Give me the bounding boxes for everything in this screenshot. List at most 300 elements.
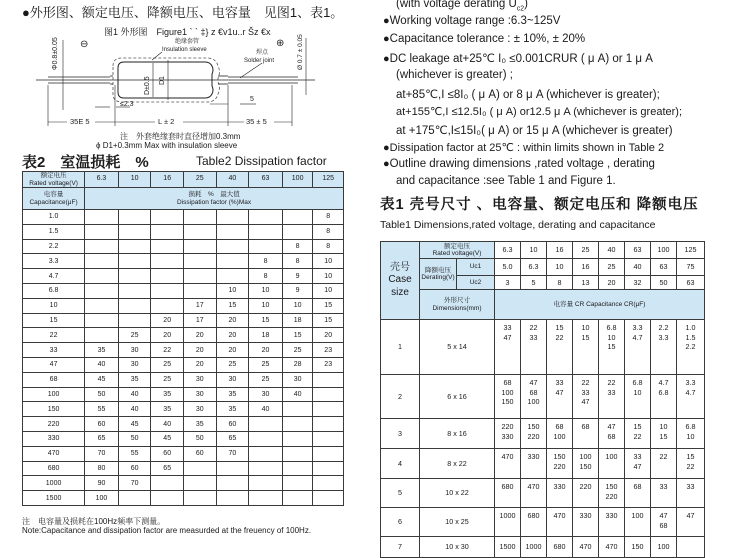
dissipation-cell: 8 [249,254,283,269]
dissipation-cell [249,446,283,461]
capacitance-value-cell: 1000 [495,508,521,537]
dissipation-cell [249,417,283,432]
capacitance-value-cell: 68 100 [547,419,573,449]
intro-heading: ●外形图、额定电压、降额电压、电容量 见图1、表1。 [22,5,344,20]
dissipation-cell: 22 [151,343,184,358]
capacitance-value-cell: 22 [651,449,677,479]
capacitance-value-cell: 22 33 [521,320,547,375]
capacitance-value-cell: 22 33 47 [573,375,599,419]
plus-symbol: ⊕ [276,38,285,49]
capacitance-value-cell: 3.3 4.7 [625,320,651,375]
dissipation-cell: 45 [85,372,119,387]
dissipation-cell: 35 [216,402,249,417]
dissipation-cell [249,491,283,506]
table-row [23,402,344,417]
voltage-col: 63 [249,172,283,188]
dissipation-cell [249,461,283,476]
capacitance-value-cell: 22 33 [599,375,625,419]
table-row [23,254,344,269]
dissipation-cell: 35 [184,417,217,432]
dissipation-cell: 25 [249,357,283,372]
dissipation-cell [216,491,249,506]
dissipation-cell [216,461,249,476]
table-row [23,328,344,343]
dissipation-cell [118,254,151,269]
rated-voltage-value: 6.3 [495,242,521,259]
dissipation-cell [184,491,217,506]
leakage-155c-line: at+155℃,I ≤12.5I₀ ( μ A) or12.5 μ A (whichever is greater); [396,106,683,118]
dissipation-cell: 20 [184,357,217,372]
dissipation-cell [249,239,283,254]
dissipation-cell: 30 [184,372,217,387]
dissipation-cell: 30 [216,372,249,387]
uc1-value: 75 [677,259,705,276]
capacitance-value-cell: 470 [495,449,521,479]
capacitance-cell: 68 [23,372,85,387]
capacitor-outline-drawing [0,0,365,135]
dissipation-cell [282,402,313,417]
capacitance-value-cell: 100 150 [573,449,599,479]
voltage-col: 16 [151,172,184,188]
case-number-cell: 5 [381,479,420,508]
capacitance-cell: 1.0 [23,210,85,225]
dissipation-cell: 18 [249,328,283,343]
dissipation-cell: 20 [216,343,249,358]
dissipation-cell [282,446,313,461]
dissipation-cell: 60 [184,446,217,461]
dissipation-cell: 35 [151,387,184,402]
capacitance-value-cell: 33 47 [495,320,521,375]
capacitance-value-cell: 1500 [495,537,521,558]
capacitance-value-cell: 47 68 100 [521,375,547,419]
leakage-85c-line: at+85℃,I ≤8I₀ ( μ A) or 8 μ A (whichever is greater); [396,89,660,101]
dissipation-cell: 18 [282,313,313,328]
table-row [23,283,344,298]
dissipation-cell: 50 [118,431,151,446]
capacitance-cell: 1500 [23,491,85,506]
capacitance-value-cell: 33 47 [625,449,651,479]
dissipation-cell [249,224,283,239]
uc1-value: 16 [573,259,599,276]
uc2-value: 20 [599,276,625,290]
capacitance-cell: 47 [23,357,85,372]
dissipation-cell: 10 [313,283,344,298]
uc2-value: 8 [547,276,573,290]
dissipation-cell: 30 [249,387,283,402]
dissipation-cell [118,283,151,298]
capacitance-value-cell: 220 [573,479,599,508]
dissipation-line: ●Dissipation factor at 25℃ : within limits shown in Table 2 [383,142,665,154]
dissipation-cell: 23 [313,343,344,358]
dissipation-cell: 15 [249,313,283,328]
dissipation-cell: 25 [282,343,313,358]
dimension-cell: 10 x 30 [420,537,495,558]
capacitance-value-cell: 150 [625,537,651,558]
capacitance-value-cell: 68 [625,479,651,508]
dissipation-cell [151,239,184,254]
dissipation-cell: 80 [85,461,119,476]
table-row [23,210,344,225]
dissipation-cell [313,491,344,506]
capacitance-cell: 220 [23,417,85,432]
dissipation-cell: 60 [151,446,184,461]
voltage-col: 40 [216,172,249,188]
dissipation-cell [313,402,344,417]
uc1-label: Uc1 [457,259,495,276]
capacitance-value-cell: 4.7 6.8 [651,375,677,419]
dissipation-cell [151,210,184,225]
uc2-value: 5 [521,276,547,290]
capacitance-value-cell: 100 [651,537,677,558]
capacitance-cell: 330 [23,431,85,446]
dissipation-cell [184,269,217,284]
table-row [381,419,705,449]
capacitance-value-cell: 6.8 10 [677,419,705,449]
dissipation-cell: 20 [184,343,217,358]
dissipation-cell [184,210,217,225]
capacitance-value-cell: 150 220 [599,479,625,508]
capacitance-value-cell: 1000 [521,537,547,558]
capacitance-value-cell: 47 68 [599,419,625,449]
uc1-value: 10 [547,259,573,276]
dissipation-cell [216,254,249,269]
table-row [23,431,344,446]
capacitance-value-cell: 470 [521,479,547,508]
dissipation-cell: 60 [118,461,151,476]
capacitance-value-cell: 6.8 10 15 [599,320,625,375]
capacitance-value-cell: 15 22 [677,449,705,479]
table2-note-cn: 注 电容量及损耗在100Hz频率下测量。 [22,517,166,526]
dissipation-cell [282,431,313,446]
capacitance-cell: 150 [23,402,85,417]
capacitance-value-cell: 2.2 3.3 [651,320,677,375]
dissipation-cell [118,239,151,254]
capacitance-value-cell: 100 [599,449,625,479]
dissipation-cell [85,239,119,254]
dissipation-cell: 35 [216,387,249,402]
dissipation-cell: 30 [184,402,217,417]
table1-title-cn: 表1 壳号尺寸 、电容量、额定电压和 降额电压 [380,197,699,213]
lead-diameter-right: Ø 0.7 ± 0.05 [297,34,304,70]
voltage-col: 25 [184,172,217,188]
bullet-icon: ● [383,53,390,65]
bullet-icon: ● [383,33,390,45]
dimension-cell: 8 x 22 [420,449,495,479]
table-row [23,446,344,461]
uc2-label: Uc2 [457,276,495,290]
dissipation-cell [118,491,151,506]
dissipation-cell: 10 [249,283,283,298]
table-row [23,269,344,284]
table-row [23,476,344,491]
capacitance-cell: 33 [23,343,85,358]
capacitance-cell: 4.7 [23,269,85,284]
dissipation-cell: 9 [282,269,313,284]
capacitance-value-cell: 220 330 [495,419,521,449]
dissipation-cell: 23 [313,357,344,372]
dissipation-cell [85,313,119,328]
lead-diameter-left: Φ0.8±0.05 [52,37,59,70]
dissipation-cell [313,387,344,402]
dissipation-cell: 65 [216,431,249,446]
d1-label: D1 [159,76,166,85]
right-lead-length: 35 ± 5 [246,117,267,126]
table1-title-en: Table1 Dimensions,rated voltage, derating and capacitance [380,219,656,231]
voltage-header: 额定电压 Rated voltage(V) [23,172,85,188]
dissipation-cell: 60 [216,417,249,432]
dissipation-cell [85,224,119,239]
dissipation-cell: 40 [151,417,184,432]
uc2-value: 50 [651,276,677,290]
capacitance-value-cell: 10 15 [573,320,599,375]
dissipation-cell: 25 [249,372,283,387]
sleeve-label-cn: 绝缘套管 [175,39,200,45]
dissipation-cell [184,239,217,254]
table-row [23,372,344,387]
case-number-cell: 1 [381,320,420,375]
dissipation-header: 损耗 % 最大值 Dissipation factor (%)Max [85,188,344,210]
dissipation-cell [282,491,313,506]
dissipation-cell [282,224,313,239]
dissipation-cell: 15 [313,313,344,328]
capacitance-header: 电容量 Capacitance(μF) [23,188,85,210]
figure-note-en: ϕ D1+0.3mm Max with insulation sleeve [96,141,238,150]
capacitance-value-cell: 470 [547,508,573,537]
dissipation-cell: 20 [313,328,344,343]
dissipation-cell [118,313,151,328]
dissipation-cell [249,210,283,225]
capacitance-value-cell: 680 [547,537,573,558]
table-row [23,461,344,476]
uc1-value: 5.0 [495,259,521,276]
capacitance-value-cell: 100 [625,508,651,537]
table2-note-en: Note:Capacitance and dissipation factor are measurded at the freuency of 100Hz. [22,526,312,535]
dissipation-cell [151,491,184,506]
body-diameter-label: D±0.5 [144,76,151,95]
capacitance-cell: 3.3 [23,254,85,269]
tolerance-line: ●Capacitance tolerance : ± 10%, ± 20% [383,33,586,45]
capacitance-value-cell: 47 [677,508,705,537]
dissipation-cell: 35 [85,343,119,358]
dissipation-cell: 50 [85,387,119,402]
dissipation-cell: 20 [151,328,184,343]
capacitance-value-cell: 150 220 [547,449,573,479]
rated-voltage-value: 40 [599,242,625,259]
dissipation-cell [216,224,249,239]
uc2-value: 63 [677,276,705,290]
derating-note: (with voltage derating $U_{c2}$) [396,0,528,13]
capacitance-value-cell: 33 47 [547,375,573,419]
dissipation-cell: 65 [85,431,119,446]
dissipation-cell [151,476,184,491]
dissipation-cell [184,224,217,239]
dissipation-cell [151,254,184,269]
uc2-value: 32 [625,276,651,290]
dissipation-cell [216,476,249,491]
bullet-icon: ● [383,142,390,154]
outline-line-2: and capacitance :see Table 1 and Figure 1. [396,175,616,187]
dissipation-cell: 45 [118,417,151,432]
capacitance-header: 电容量 CR Capacitance CR(μF) [495,290,705,320]
dissipation-cell: 25 [216,357,249,372]
capacitance-cell: 470 [23,446,85,461]
voltage-col: 10 [118,172,151,188]
rated-voltage-value: 125 [677,242,705,259]
dissipation-cell: 45 [151,431,184,446]
dissipation-cell: 40 [118,402,151,417]
table-row [381,320,705,375]
dissipation-cell: 30 [184,387,217,402]
capacitance-value-cell: 150 220 [521,419,547,449]
dissipation-cell: 20 [184,328,217,343]
table-row [23,491,344,506]
table-row [23,224,344,239]
capacitance-value-cell: 330 [599,508,625,537]
capacitance-cell: 10 [23,298,85,313]
dissipation-cell [184,283,217,298]
dissipation-cell [249,476,283,491]
capacitance-value-cell: 330 [573,508,599,537]
table-row [23,343,344,358]
solder-label-cn: 焊点 [256,50,269,56]
dissipation-cell: 100 [85,491,119,506]
dissipation-cell: 8 [313,224,344,239]
dissipation-cell: 90 [85,476,119,491]
dissipation-cell [85,210,119,225]
body-length: L ± 2 [158,117,175,126]
sleeve-label-en: Insulation sleeve [162,47,207,53]
table-row [23,313,344,328]
outline-line: ●Outline drawing dimensions ,rated voltage , derating [383,158,655,170]
dissipation-cell [313,431,344,446]
dissipation-cell [118,210,151,225]
dissipation-cell: 70 [216,446,249,461]
table-row [23,417,344,432]
case-number-cell: 6 [381,508,420,537]
solder-label-en: Solder joint [244,58,275,64]
dimension-cell: 8 x 16 [420,419,495,449]
capacitance-cell: 22 [23,328,85,343]
working-voltage-line: ●Working voltage range :6.3~125V [383,15,561,27]
capacitance-value-cell: 680 [495,479,521,508]
bullet-icon: ● [383,15,390,27]
gap-dimension: ≤2.3 [120,101,134,108]
voltage-col: 125 [313,172,344,188]
derating-header: 降额电压 Derating(V) [420,259,457,290]
dissipation-cell [118,269,151,284]
dissipation-cell: 30 [282,372,313,387]
rated-voltage-value: 25 [573,242,599,259]
dissipation-cell: 8 [282,239,313,254]
dissipation-cell: 40 [249,402,283,417]
dissipation-cell [216,269,249,284]
capacitance-cell: 2.2 [23,239,85,254]
capacitance-value-cell: 470 [599,537,625,558]
dissipation-cell: 55 [85,402,119,417]
capacitance-value-cell: 33 [677,479,705,508]
dissipation-cell [184,461,217,476]
capacitance-value-cell: 3.3 4.7 [677,375,705,419]
case-number-cell: 3 [381,419,420,449]
capacitance-value-cell: 68 [573,419,599,449]
five-mm-dimension: 5 [250,96,254,103]
voltage-col: 100 [282,172,313,188]
dissipation-cell [249,431,283,446]
dissipation-cell: 10 [216,283,249,298]
capacitance-value-cell: 6.8 10 [625,375,651,419]
dissipation-cell: 25 [118,328,151,343]
leakage-175c-line: at +175℃,I≤15I₀( μ A) or 15 μ A (whichever is greater) [396,125,673,137]
table-row [381,508,705,537]
dissipation-cell: 50 [184,431,217,446]
dissipation-cell: 20 [216,328,249,343]
dissipation-cell: 35 [118,372,151,387]
capacitance-cell: 1000 [23,476,85,491]
dissipation-cell [85,283,119,298]
dissipation-cell: 28 [282,357,313,372]
dissipation-cell: 8 [249,269,283,284]
uc1-value: 40 [625,259,651,276]
rated-voltage-value: 16 [547,242,573,259]
dissipation-cell [118,298,151,313]
dissipation-cell: 10 [313,254,344,269]
case-number-cell: 4 [381,449,420,479]
dissipation-cell: 15 [216,298,249,313]
table2-title-cn: 表2 室温损耗 % [22,154,149,171]
dissipation-cell: 8 [282,254,313,269]
dissipation-cell: 40 [118,387,151,402]
case-size-header: 壳号 Case size [381,242,420,320]
capacitance-value-cell: 15 22 [547,320,573,375]
dissipation-cell: 8 [313,239,344,254]
dissipation-cell: 35 [151,402,184,417]
whichever-line: (whichever is greater) ; [396,69,513,81]
capacitance-value-cell: 68 100 150 [495,375,521,419]
dissipation-cell: 10 [282,298,313,313]
table-row [23,357,344,372]
case-number-cell: 2 [381,375,420,419]
capacitance-cell: 100 [23,387,85,402]
dissipation-cell: 60 [85,417,119,432]
rated-voltage-value: 63 [625,242,651,259]
capacitance-value-cell: 330 [521,449,547,479]
dissipation-cell: 30 [118,343,151,358]
dissipation-cell [151,224,184,239]
dimension-cell: 5 x 14 [420,320,495,375]
table-row [23,298,344,313]
dissipation-cell [85,269,119,284]
dissipation-cell: 10 [249,298,283,313]
capacitance-value-cell: 680 [521,508,547,537]
dissipation-cell: 40 [282,387,313,402]
dissipation-cell: 25 [151,357,184,372]
left-lead-length: 35E 5 [70,117,90,126]
dissipation-cell: 17 [184,313,217,328]
dissipation-cell: 8 [313,210,344,225]
capacitance-value-cell: 330 [547,479,573,508]
capacitance-value-cell: 1.0 1.5 2.2 [677,320,705,375]
dissipation-cell [151,283,184,298]
dissipation-factor-table [22,171,344,506]
table2-title-en: Table2 Dissipation factor [196,154,327,168]
dissipation-cell: 15 [282,328,313,343]
dissipation-cell [282,210,313,225]
minus-symbol: ⊖ [80,39,89,50]
uc2-value: 13 [573,276,599,290]
capacitance-value-cell: 33 [651,479,677,508]
dissipation-cell [313,476,344,491]
dissipation-cell [313,372,344,387]
